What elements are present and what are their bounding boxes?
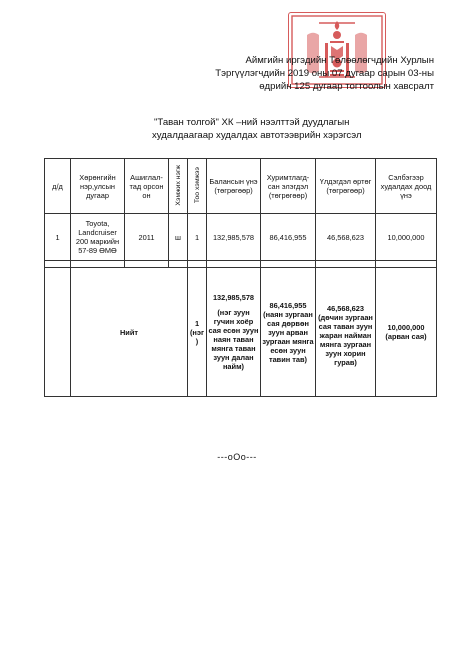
cell-total-label: Нийт [71, 268, 188, 397]
title-line-1: "Таван толгой" ХК –ний нээлттэй дуудлагын [154, 117, 350, 128]
total-balance-value: 132,985,578 [212, 293, 255, 302]
cell-start-price: 10,000,000 [376, 214, 437, 261]
total-qty-words: (нэг) [189, 327, 205, 346]
document-title [152, 116, 382, 142]
cell-name: Toyota, Landcruiser 200 маркийн 57-89 ӨМӨ [71, 214, 125, 261]
cell-residual: 46,568,623 [316, 214, 376, 261]
cell-total-residual [316, 268, 376, 397]
total-start-price-value: 10,000,000 [387, 323, 425, 332]
table-header-row [45, 159, 437, 214]
table-total-row [45, 268, 437, 397]
total-start-price-words: (арван сая) [385, 332, 427, 341]
header-residual: Үлдэгдэл өртөг (төгрөгөөр) [316, 159, 376, 214]
total-residual-value: 46,568,623 [327, 303, 364, 313]
total-balance-words: (нэг зуун гучин хоёр сая есөн зуун наян таван мянга таван зуун далан найм) [208, 308, 259, 371]
cell-balance: 132,985,578 [207, 214, 261, 261]
table-row [45, 214, 437, 261]
title-line-2: худалдаагаар худалдах автотээврийн хэрэгсэл [152, 130, 362, 141]
cell-depreciation: 86,416,955 [261, 214, 316, 261]
total-depreciation-words: (наян зургаан сая дөрвөн зуун арван зургаан мянга есөн зуун тавин тав) [262, 309, 314, 364]
header-num: д/д [45, 159, 71, 214]
header-unit [169, 159, 188, 214]
header-unit-text: Хэмжих нэгж [174, 164, 182, 206]
document-end-mark: ---oOo--- [217, 452, 257, 462]
cell-total-balance [207, 268, 261, 397]
annex-reference [174, 54, 434, 93]
table-spacer-row [45, 261, 437, 268]
header-qty [188, 159, 207, 214]
header-year: Ашиглал-тад орсон он [125, 159, 169, 214]
annex-line-3: өдрийн 125 дугаар тогтоолын хавсралт [259, 81, 434, 92]
total-qty-value: 1 [194, 318, 200, 328]
header-depreciation: Хуримтлагд-сан элэгдэл (төгрөгөөр) [261, 159, 316, 214]
asset-table [44, 158, 437, 397]
header-name: Хөрөнгийн нэр,улсын дугаар [71, 159, 125, 214]
cell-total-depreciation [261, 268, 316, 397]
cell-qty: 1 [188, 214, 207, 261]
header-start-price: Сэлбэгээр худалдах доод үнэ [376, 159, 437, 214]
total-residual-words: (дөчин зургаан сая таван зуун жаран найман мянга зургаан зуун хорин гурав) [318, 312, 373, 367]
cell-unit: ш [169, 214, 188, 261]
cell-num: 1 [45, 214, 71, 261]
cell-total-num [45, 268, 71, 397]
cell-total-qty [188, 268, 207, 397]
annex-line-1: Аймгийн иргэдийн Төлөөлөгчдийн Хурлын [245, 55, 434, 66]
total-depreciation-value: 86,416,955 [269, 300, 307, 310]
header-balance: Балансын үнэ (төгрөгөөр) [207, 159, 261, 214]
cell-total-start-price [376, 268, 437, 397]
header-qty-text: Тоо хэмжээ [193, 166, 201, 204]
annex-line-2: Тэргүүлэгчдийн 2019 оны 07 дугаар сарын 03-ны [215, 68, 434, 79]
cell-year: 2011 [125, 214, 169, 261]
